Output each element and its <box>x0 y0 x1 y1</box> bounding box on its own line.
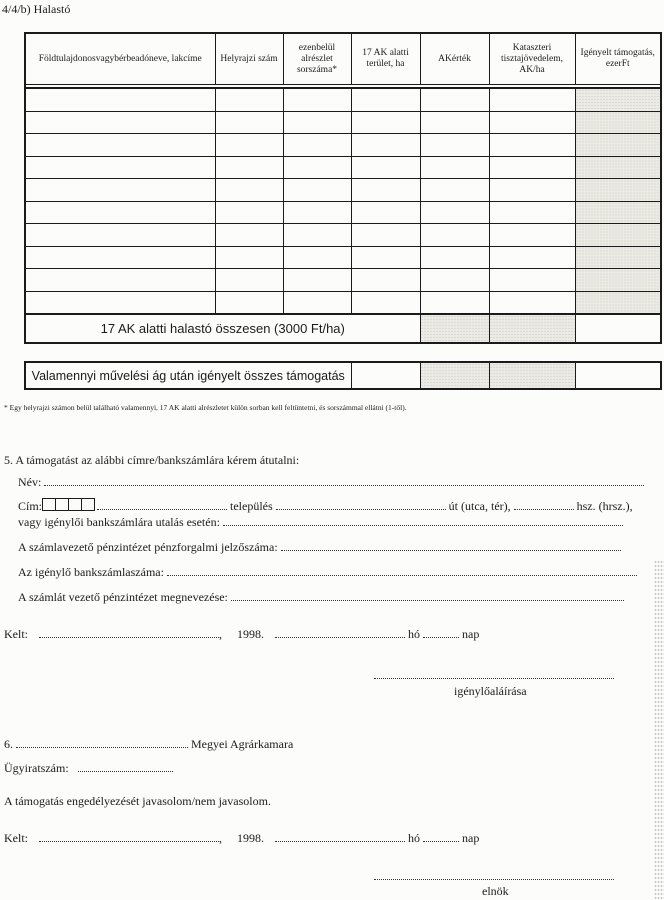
total-cell-1[interactable] <box>351 362 420 389</box>
cell-ak-value[interactable] <box>420 111 489 134</box>
bank-name-label: A számlát vezető pénzintézet megnevezése: <box>18 590 228 604</box>
postcode-boxes[interactable] <box>42 499 94 513</box>
cell-owner[interactable] <box>25 111 215 134</box>
month-field-1[interactable] <box>275 627 405 638</box>
account-number-row <box>18 565 637 580</box>
cell-parcel-number[interactable] <box>215 291 283 314</box>
day-field-1[interactable] <box>423 627 459 638</box>
bank-code-label: A számlavezető pénzintézet pénzforgalmi jelzőszáma: <box>18 540 278 554</box>
total-row <box>25 362 661 389</box>
cell-support <box>575 246 661 269</box>
cell-support <box>575 156 661 179</box>
cell-area[interactable] <box>351 111 420 134</box>
month-label-1: hó <box>408 627 420 641</box>
table-row <box>25 88 661 111</box>
table-header-row <box>25 33 661 85</box>
cell-ak-value[interactable] <box>420 269 489 292</box>
cell-ak-value[interactable] <box>420 291 489 314</box>
total-cell-4[interactable] <box>575 362 661 389</box>
address-row <box>18 498 633 514</box>
bank-code-field[interactable] <box>281 540 621 551</box>
sum-row-label: 17 AK alatti halastó összesen (3000 Ft/ha) <box>25 314 420 343</box>
table-row <box>25 291 661 314</box>
cell-support <box>575 179 661 202</box>
table-row <box>25 111 661 134</box>
bank-intro-row <box>18 515 623 530</box>
cell-parcel-number[interactable] <box>215 269 283 292</box>
sum-support-cell[interactable] <box>575 314 661 343</box>
cell-parcel-number[interactable] <box>215 246 283 269</box>
cell-area[interactable] <box>351 269 420 292</box>
cell-subparcel[interactable] <box>283 224 351 247</box>
street-label: út (utca, tér), <box>448 499 511 513</box>
cell-owner[interactable] <box>25 269 215 292</box>
cell-area[interactable] <box>351 156 420 179</box>
year-1: 1998. <box>237 627 264 641</box>
table-row <box>25 246 661 269</box>
bank-intro-label: vagy igénylői bankszámlára utalás esetén: <box>18 515 220 529</box>
table-row <box>25 134 661 157</box>
postcode-city-field[interactable] <box>97 499 227 510</box>
cell-support <box>575 291 661 314</box>
cell-parcel-number[interactable] <box>215 156 283 179</box>
place-field-1[interactable] <box>39 627 219 638</box>
name-field[interactable] <box>44 475 644 486</box>
bank-name-row <box>18 590 624 605</box>
cell-income[interactable] <box>489 179 575 202</box>
bank-name-field[interactable] <box>231 590 624 601</box>
county-field[interactable] <box>16 737 188 748</box>
table-row <box>25 269 661 292</box>
account-number-label: Az igénylő bankszámlaszáma: <box>18 565 164 579</box>
cell-income[interactable] <box>489 111 575 134</box>
cell-owner[interactable] <box>25 156 215 179</box>
cell-subparcel[interactable] <box>283 88 351 111</box>
cell-ak-value[interactable] <box>420 88 489 111</box>
cell-income[interactable] <box>489 246 575 269</box>
table-row <box>25 224 661 247</box>
col-header-area: 17 AK alatti terület, ha <box>351 33 420 85</box>
sum-income-cell <box>489 314 575 343</box>
table-row <box>25 201 661 224</box>
col-header-parcel-number: Helyrajzi szám <box>215 33 283 85</box>
cell-subparcel[interactable] <box>283 179 351 202</box>
cell-income[interactable] <box>489 269 575 292</box>
cell-parcel-number[interactable] <box>215 179 283 202</box>
bank-intro-field[interactable] <box>223 515 623 526</box>
signature-label-1: igénylőaláírása <box>454 684 527 698</box>
col-header-subparcel: ezenbelül alrészlet sorszáma* <box>283 33 351 85</box>
address-label: Cím: <box>18 499 43 513</box>
section6-suffix: Megyei Agrárkamara <box>191 737 294 751</box>
total-cell-3 <box>489 362 575 389</box>
section5-title: 5. A támogatást az alábbi címre/bankszámlára kérem átutalni: <box>4 453 300 467</box>
cell-parcel-number[interactable] <box>215 134 283 157</box>
cell-owner[interactable] <box>25 224 215 247</box>
cell-support <box>575 134 661 157</box>
place-field-2[interactable] <box>39 831 219 842</box>
cell-income[interactable] <box>489 134 575 157</box>
cell-ak-value[interactable] <box>420 179 489 202</box>
cell-subparcel[interactable] <box>283 291 351 314</box>
day-label-1: nap <box>462 627 480 641</box>
cell-area[interactable] <box>351 201 420 224</box>
bank-code-row <box>18 540 621 555</box>
signature-label-2: elnök <box>482 884 509 898</box>
cell-ak-value[interactable] <box>420 224 489 247</box>
year-2: 1998. <box>237 831 264 845</box>
total-label: Valamennyi művelési ág után igényelt összes támogatás <box>25 362 351 389</box>
cell-subparcel[interactable] <box>283 156 351 179</box>
cell-support <box>575 224 661 247</box>
cell-area[interactable] <box>351 291 420 314</box>
section6-prefix: 6. <box>4 737 13 751</box>
cell-income[interactable] <box>489 156 575 179</box>
cell-ak-value[interactable] <box>420 246 489 269</box>
table-row <box>25 179 661 202</box>
cell-support <box>575 88 661 111</box>
city-label: település <box>230 499 273 513</box>
cell-area[interactable] <box>351 179 420 202</box>
kelt-label-1: Kelt: <box>4 627 28 641</box>
cell-parcel-number[interactable] <box>215 88 283 111</box>
col-header-owner: Földtulajdonosvagybérbeadóneve, lakcíme <box>25 33 215 85</box>
cell-owner[interactable] <box>25 134 215 157</box>
cell-area[interactable] <box>351 134 420 157</box>
section6-row <box>4 737 293 752</box>
file-number-row <box>4 761 173 776</box>
table-row <box>25 156 661 179</box>
cell-area[interactable] <box>351 246 420 269</box>
month-label-2: hó <box>408 831 420 845</box>
cell-subparcel[interactable] <box>283 134 351 157</box>
street-field[interactable] <box>276 499 446 510</box>
cell-income[interactable] <box>489 88 575 111</box>
kelt-label-2: Kelt: <box>4 831 28 845</box>
name-row <box>18 475 644 490</box>
day-field-2[interactable] <box>423 831 459 842</box>
cell-subparcel[interactable] <box>283 269 351 292</box>
total-table <box>24 361 662 390</box>
section-header: 4/4/b) Halastó <box>2 2 71 16</box>
signature-line-2[interactable] <box>374 879 614 880</box>
file-number-field[interactable] <box>78 761 173 772</box>
cell-parcel-number[interactable] <box>215 224 283 247</box>
cell-ak-value[interactable] <box>420 134 489 157</box>
cell-parcel-number[interactable] <box>215 111 283 134</box>
cell-area[interactable] <box>351 224 420 247</box>
date-row-2: Kelt: , 1998. hó nap <box>4 831 480 845</box>
day-label-2: nap <box>462 831 480 845</box>
cell-income[interactable] <box>489 224 575 247</box>
cell-ak-value[interactable] <box>420 156 489 179</box>
file-number-label: Ügyiratszám: <box>4 761 69 775</box>
cell-ak-value[interactable] <box>420 201 489 224</box>
cell-support <box>575 269 661 292</box>
cell-owner[interactable] <box>25 88 215 111</box>
cell-owner[interactable] <box>25 291 215 314</box>
scan-noise <box>654 560 664 900</box>
support-table <box>24 32 662 344</box>
sum-ak-cell <box>420 314 489 343</box>
cell-support <box>575 201 661 224</box>
cell-parcel-number[interactable] <box>215 201 283 224</box>
cell-subparcel[interactable] <box>283 201 351 224</box>
cell-owner[interactable] <box>25 179 215 202</box>
footnote: * Egy helyrajzi számon belül található valamennyi, 17 AK alatti alrészletet külön sorban kell feltüntetni, és sorszámmal ellátni (1-től). <box>4 403 407 412</box>
cell-owner[interactable] <box>25 246 215 269</box>
col-header-support: Igényelt támogatás, ezerFt <box>575 33 661 85</box>
col-header-ak-value: AKérték <box>420 33 489 85</box>
cell-subparcel[interactable] <box>283 111 351 134</box>
signature-line-1[interactable] <box>374 678 614 679</box>
house-number-field[interactable] <box>514 499 574 510</box>
cell-income[interactable] <box>489 291 575 314</box>
cell-subparcel[interactable] <box>283 246 351 269</box>
account-number-field[interactable] <box>167 565 637 576</box>
name-label: Név: <box>18 475 42 489</box>
total-cell-2 <box>420 362 489 389</box>
col-header-income: Kataszteri tisztajövedelem, AK/ha <box>489 33 575 85</box>
cell-owner[interactable] <box>25 201 215 224</box>
month-field-2[interactable] <box>275 831 405 842</box>
house-number-label: hsz. (hrsz.), <box>576 499 633 513</box>
recommendation-text: A támogatás engedélyezését javasolom/nem javasolom. <box>4 794 271 808</box>
cell-support <box>575 111 661 134</box>
cell-income[interactable] <box>489 201 575 224</box>
cell-area[interactable] <box>351 88 420 111</box>
date-row-1: Kelt: , 1998. hó nap <box>4 627 480 641</box>
sum-row <box>25 314 661 343</box>
